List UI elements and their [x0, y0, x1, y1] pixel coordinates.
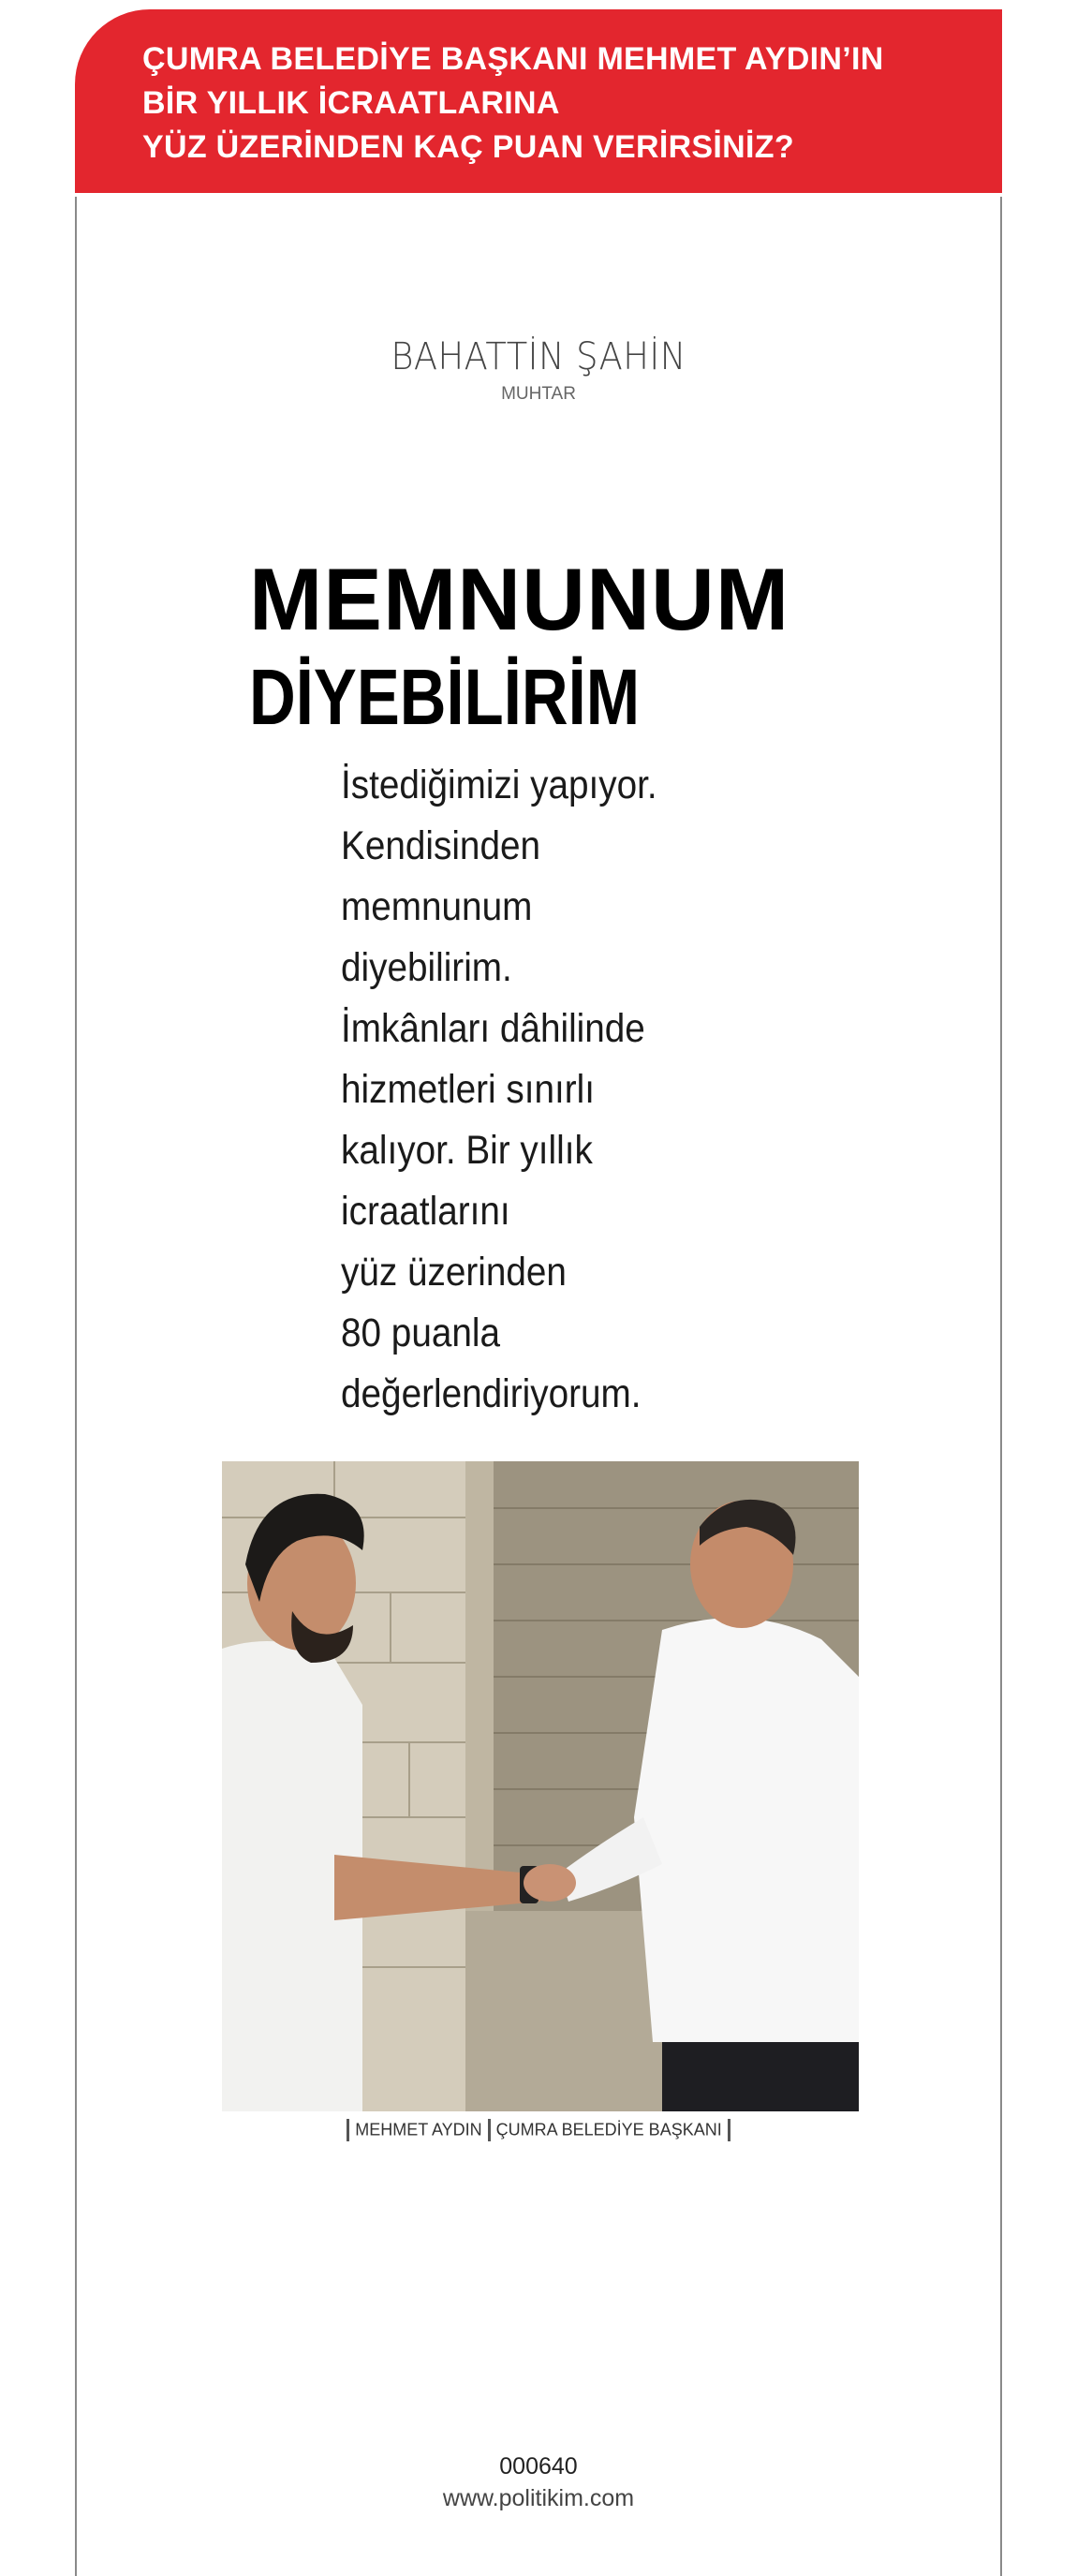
caption-divider — [728, 2119, 730, 2141]
site-url: www.politikim.com — [442, 2485, 635, 2511]
quote-line: İstediğimizi yapıyor. — [341, 762, 657, 807]
caption-divider — [488, 2119, 491, 2141]
quote-line: icraatlarını — [341, 1189, 510, 1234]
quote-line: memnunum — [341, 884, 533, 929]
page-footer — [0, 2450, 1077, 2514]
caption-title: ÇUMRA BELEDİYE BAŞKANI — [495, 2120, 722, 2139]
question-banner — [75, 9, 1002, 193]
interviewee — [0, 335, 1077, 405]
caption-name: MEHMET AYDIN — [355, 2120, 482, 2139]
photo-caption — [0, 2119, 1077, 2141]
interviewee-role: MUHTAR — [501, 384, 576, 404]
page-code: 000640 — [499, 2453, 578, 2480]
quote-line: 80 puanla — [341, 1310, 501, 1355]
quote-line: hizmetleri sınırlı — [341, 1067, 595, 1112]
banner-line: BİR YILLIK İCRAATLARINA — [142, 85, 560, 121]
headline-line-2: DİYEBİLİRİM — [249, 653, 641, 741]
headline — [249, 550, 923, 744]
quote-line: değerlendiriyorum. — [341, 1371, 642, 1416]
quote-line: yüz üzerinden — [341, 1250, 567, 1295]
interviewee-name: BAHATTİN ŞAHİN — [391, 335, 686, 378]
headline-line-1: MEMNUNUM — [249, 550, 790, 648]
quote-line: kalıyor. Bir yıllık — [341, 1128, 593, 1173]
handshake-photo-illustration — [222, 1461, 859, 2111]
banner-line: YÜZ ÜZERİNDEN KAÇ PUAN VERİRSİNİZ? — [142, 129, 794, 165]
quote-line: Kendisinden — [341, 823, 541, 868]
quote-body — [341, 755, 828, 1425]
banner-line: ÇUMRA BELEDİYE BAŞKANI MEHMET AYDIN’IN — [142, 41, 884, 77]
quote-line: İmkânları dâhilinde — [341, 1006, 645, 1051]
caption-divider — [347, 2119, 349, 2141]
handshake-photo — [222, 1461, 859, 2111]
quote-line: diyebilirim. — [341, 945, 512, 990]
